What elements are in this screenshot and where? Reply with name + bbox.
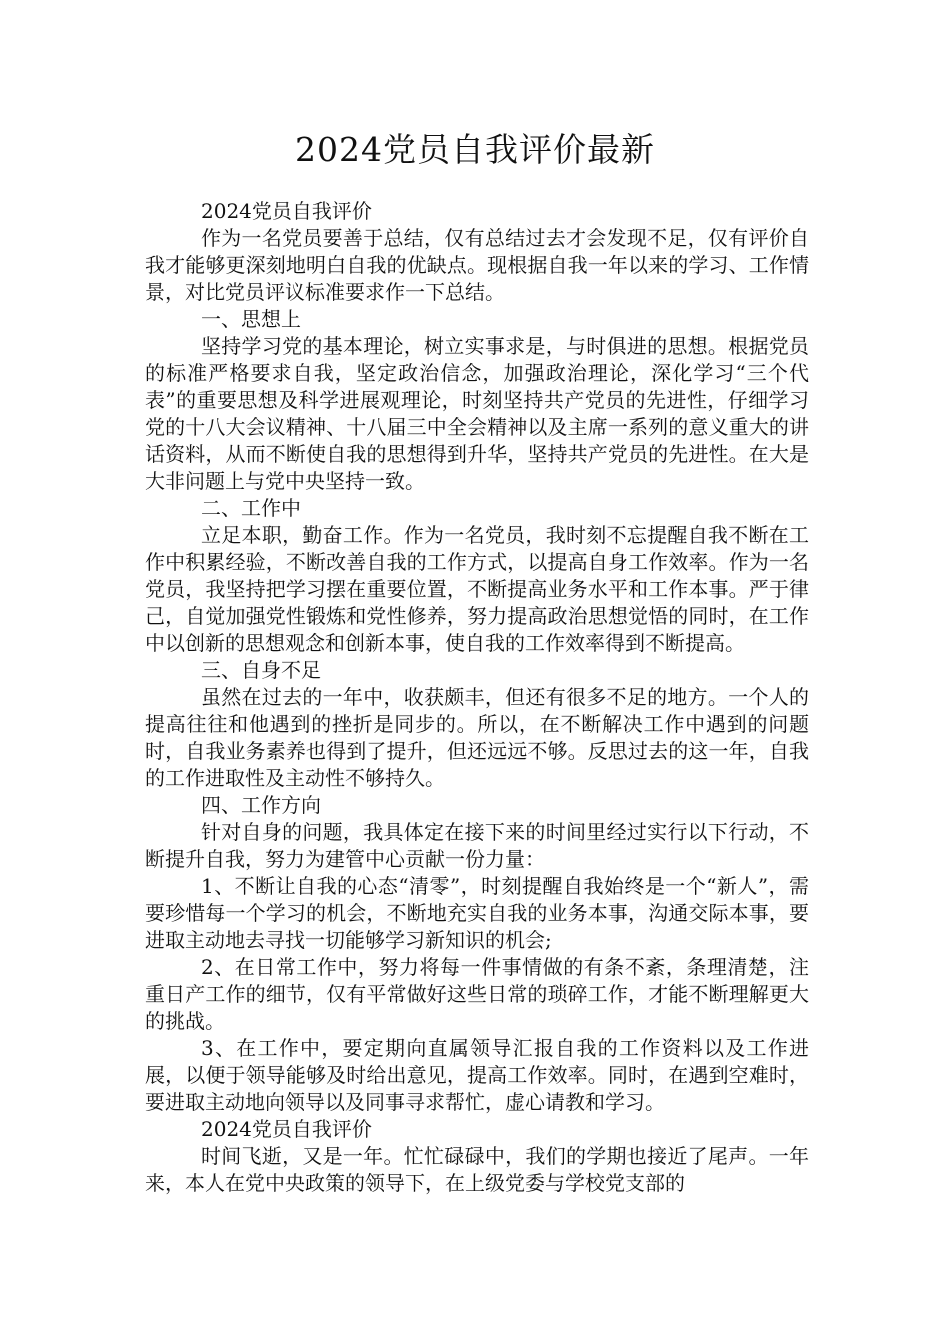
paragraph: 坚持学习党的基本理论，树立实事求是，与时俱进的思想。根据党员的标准严格要求自我，坚定政治信念，加强政治理论，深化学习“三个代表”的重要思想及科学进展观理论，时刻坚持共产党员的先进性，仔细学习党的十八大会议精神、十八届三中全会精神以及主席一系列的意义重大的讲话资料，从而不断使自我的思想得到升华，坚持共产党员的先进性。在大是大非问题上与党中央坚持一致。 [145,334,809,493]
paragraph: 立足本职，勤奋工作。作为一名党员，我时刻不忘提醒自我不断在工作中积累经验，不断改善自我的工作方式，以提高自身工作效率。作为一名党员，我坚持把学习摆在重要位置，不断提高业务水平和工作本事。严于律己，自觉加强党性锻炼和党性修养，努力提高政治思想觉悟的同时，在工作中以创新的思想观念和创新本事，使自我的工作效率得到不断提高。 [145,523,809,655]
section-heading: 二、工作中 [201,496,301,520]
list-item: 3、在工作中，要定期向直属领导汇报自我的工作资料以及工作进展，以便于领导能够及时给出意见，提高工作效率。同时，在遇到空难时，要进取主动地向领导以及同事寻求帮忙，虚心请教和学习。 [145,1036,809,1114]
section-heading: 三、自身不足 [201,658,321,682]
list-item: 1、不断让自我的心态“清零”，时刻提醒自我始终是一个“新人”，需要珍惜每一个学习的机会，不断地充实自我的业务本事，沟通交际本事，要进取主动地去寻找一切能够学习新知识的机会; [145,874,809,952]
paragraph: 虽然在过去的一年中，收获颇丰，但还有很多不足的地方。一个人的提高往往和他遇到的挫折是同步的。所以，在不断解决工作中遇到的问题时，自我业务素养也得到了提升，但还远远不够。反思过去的这一年，自我的工作进取性及主动性不够持久。 [145,685,809,790]
paragraph: 作为一名党员要善于总结，仅有总结过去才会发现不足，仅有评价自我才能够更深刻地明白自我的优缺点。现根据自我一年以来的学习、工作情景，对比党员评议标准要求作一下总结。 [145,226,809,304]
paragraph: 针对自身的问题，我具体定在接下来的时间里经过实行以下行动，不断提升自我，努力为建管中心贡献一份力量： [145,820,809,871]
section-heading: 2024党员自我评价 [201,199,372,223]
document-body [145,198,809,1197]
document-title: 2024党员自我评价最新 [295,130,655,169]
list-item: 2、在日常工作中，努力将每一件事情做的有条不紊，条理清楚，注重日产工作的细节，仅有平常做好这些日常的琐碎工作，才能不断理解更大的挑战。 [145,955,809,1033]
section-heading: 2024党员自我评价 [201,1117,372,1141]
section-heading: 一、思想上 [201,307,301,331]
paragraph: 时间飞逝，又是一年。忙忙碌碌中，我们的学期也接近了尾声。一年来，本人在党中央政策的领导下，在上级党委与学校党支部的 [145,1144,809,1195]
section-heading: 四、工作方向 [201,793,321,817]
